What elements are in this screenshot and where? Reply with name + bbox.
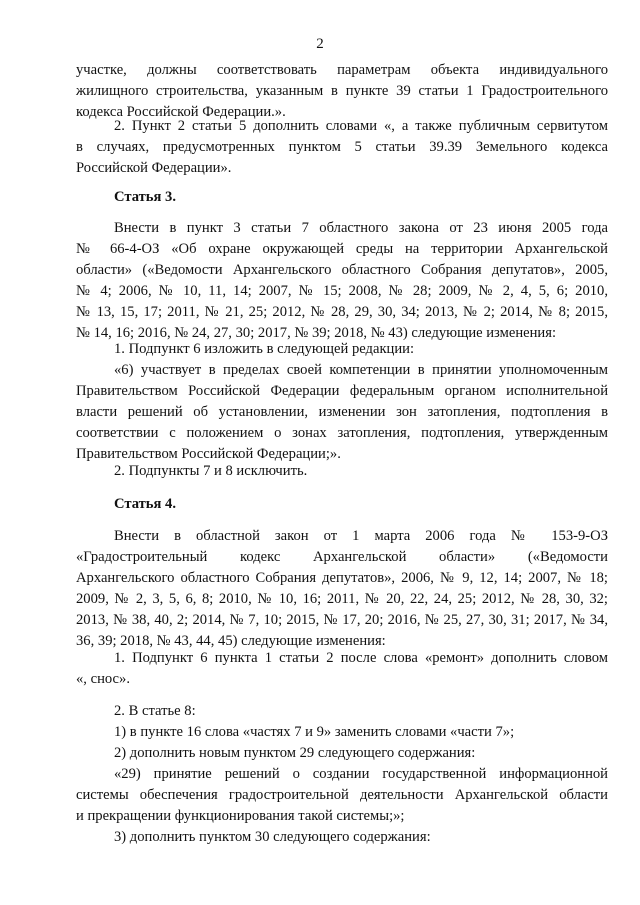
- text-line: 2. Подпункты 7 и 8 исключить.: [114, 463, 308, 479]
- text-line: № 14, 16; 2016, № 24, 27, 30; 2017, № 39; 2018, № 43) следующие изменения:: [76, 325, 557, 341]
- paragraph-item-2: [76, 116, 608, 179]
- article-3-heading: Статья 3.: [114, 189, 176, 205]
- text-line: «, снос».: [76, 671, 130, 687]
- text-line: 1. Подпункт 6 изложить в следующей редакции:: [114, 341, 415, 357]
- page-number: 2: [316, 36, 324, 52]
- text-line: № 4; 2006, № 10, 11, 14; 2007, № 15; 2008, № 28; 2009, № 2, 4, 5, 6; 2010,: [76, 283, 608, 299]
- text-line: 2. В статье 8:: [114, 703, 196, 719]
- paragraph-continuation: [76, 60, 608, 123]
- text-line: жилищного строительства, указанным в пункте 39 статьи 1 Градостроительного: [76, 83, 608, 99]
- text-line: 36, 39; 2018, № 43, 44, 45) следующие изменения:: [76, 633, 386, 649]
- article-3-heading-wrap: [76, 187, 608, 208]
- article-3-item-1: [76, 339, 608, 465]
- text-line: Внести в областной закон от 1 марта 2006 года № 153-9-ОЗ: [114, 528, 608, 544]
- article-4-item-1: [76, 648, 608, 690]
- text-line: 1. Подпункт 6 пункта 1 статьи 2 после слова «ремонт» дополнить словом: [114, 650, 608, 666]
- text-line: 2. Пункт 2 статьи 5 дополнить словами «, а также публичным сервитутом: [114, 118, 608, 134]
- text-line: кодекса Российской Федерации.».: [76, 104, 286, 120]
- article-3-paragraph: [76, 218, 608, 344]
- text-line: в случаях, предусмотренных пунктом 5 статьи 39.39 Земельного кодекса: [76, 139, 608, 155]
- text-line: «Градостроительный кодекс Архангельской области» («Ведомости: [76, 549, 608, 565]
- text-line: 2) дополнить новым пунктом 29 следующего содержания:: [114, 745, 476, 761]
- text-line: участке, должны соответствовать параметрам объекта индивидуального: [76, 62, 608, 78]
- text-line: Правительством Российской Федерации;».: [76, 446, 341, 462]
- text-line: Правительством Российской Федерации федеральным органом исполнительной: [76, 383, 608, 399]
- article-3-item-2: [76, 461, 608, 482]
- text-line: Внести в пункт 3 статьи 7 областного закона от 23 июня 2005 года: [114, 220, 608, 236]
- text-line: Архангельского областного Собрания депутатов», 2006, № 9, 12, 14; 2007, № 18;: [76, 570, 608, 586]
- text-line: власти решений об установлении, изменении зон затопления, подтопления в: [76, 404, 608, 420]
- text-line: «29) принятие решений о создании государственной информационной: [114, 766, 608, 782]
- article-4-paragraph: [76, 526, 608, 652]
- text-line: Российской Федерации».: [76, 160, 232, 176]
- text-line: и прекращении функционирования такой системы;»;: [76, 808, 405, 824]
- text-line: № 13, 15, 17; 2011, № 21, 25; 2012, № 28, 29, 30, 34; 2013, № 2; 2014, № 8; 2015,: [76, 304, 608, 320]
- text-line: соответствии с положением о зонах затопления, подтопления, утвержденным: [76, 425, 608, 441]
- article-4-item-2: [76, 701, 608, 848]
- text-line: 3) дополнить пунктом 30 следующего содержания:: [114, 829, 431, 845]
- article-4-heading: Статья 4.: [114, 496, 176, 512]
- text-line: 1) в пункте 16 слова «частях 7 и 9» заменить словами «части 7»;: [114, 724, 515, 740]
- text-line: № 66-4-ОЗ «Об охране окружающей среды на территории Архангельской: [76, 241, 608, 257]
- text-line: системы обеспечения градостроительной деятельности Архангельской области: [76, 787, 608, 803]
- article-4-heading-wrap: [76, 494, 608, 515]
- text-line: 2013, № 38, 40, 2; 2014, № 7, 10; 2015, № 17, 20; 2016, № 25, 27, 30, 31; 2017, № 34,: [76, 612, 608, 628]
- text-line: 2009, № 2, 3, 5, 6, 8; 2010, № 10, 16; 2011, № 20, 22, 24, 25; 2012, № 28, 30, 32;: [76, 591, 608, 607]
- text-line: «6) участвует в пределах своей компетенции в принятии уполномоченным: [114, 362, 608, 378]
- text-line: области» («Ведомости Архангельского областного Собрания депутатов», 2005,: [76, 262, 608, 278]
